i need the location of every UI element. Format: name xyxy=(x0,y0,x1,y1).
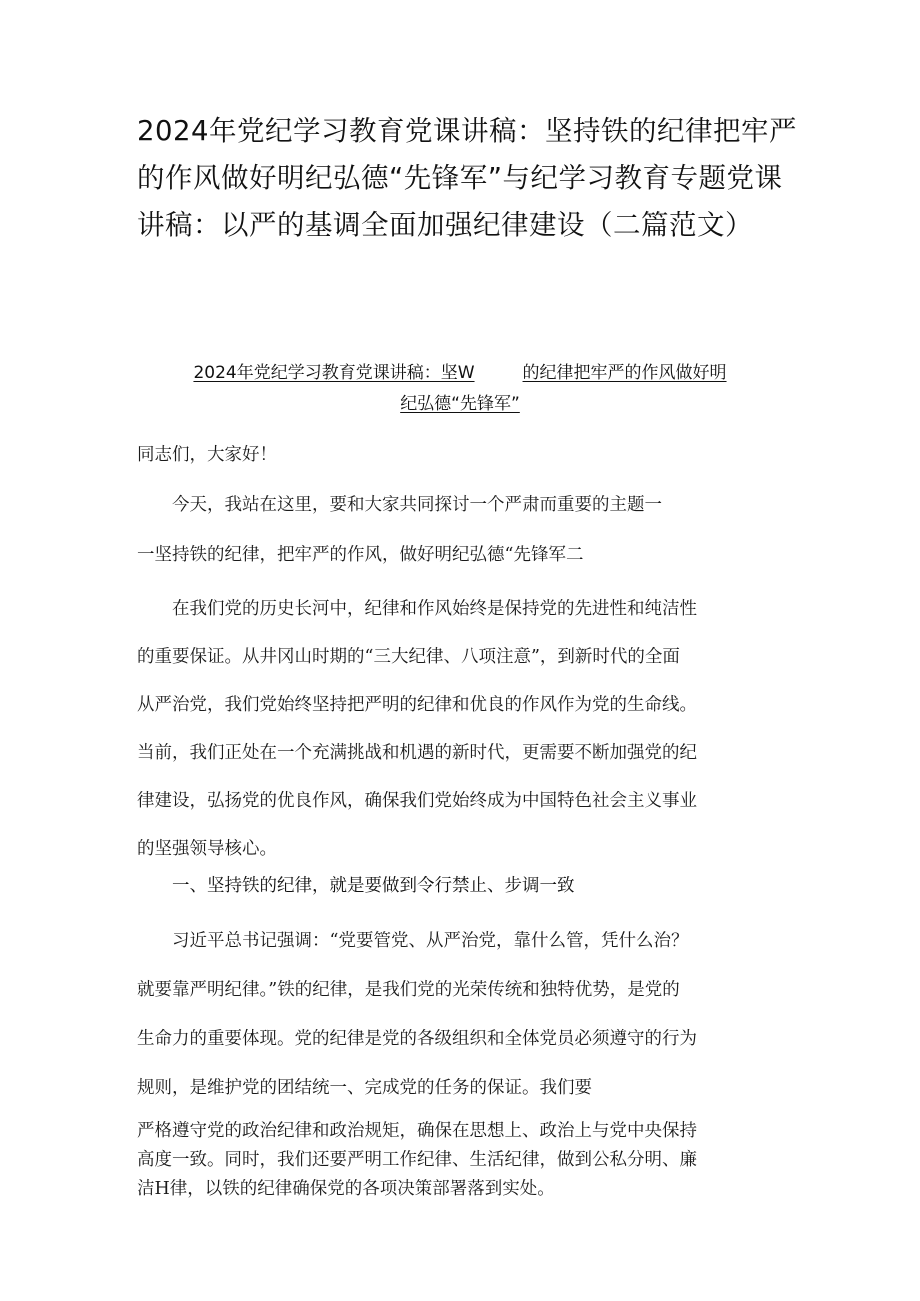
paragraph-line: 生命力的重要体现。党的纪律是党的各级组织和全体党员必须遵守的行为 xyxy=(137,1029,697,1049)
paragraph-line: 就要靠严明纪律。”铁的纪律，是我们党的光荣传统和独特优势，是党的 xyxy=(137,980,680,1000)
paragraph-line: 的重要保证。从井冈山时期的“三大纪律、八项注意”，到新时代的全面 xyxy=(137,647,680,667)
paragraph-line: 严格遵守党的政治纪律和政治规矩，确保在思想上、政治上与党中央保持 xyxy=(137,1121,697,1141)
intro-line-2: 一坚持铁的纪律，把牢严的作风，做好明纪弘德“先锋军二 xyxy=(137,545,584,565)
paragraph-line: 的坚强领导核心。 xyxy=(137,839,277,859)
sub-title-part-1: 2024年党纪学习教育党课讲稿：坚W xyxy=(193,363,475,383)
paragraph-line: 律建设，弘扬党的优良作风，确保我们党始终成为中国特色社会主义事业 xyxy=(137,791,697,811)
sub-title xyxy=(100,358,820,420)
main-title: 2024年党纪学习教育党课讲稿：坚持铁的纪律把牢严的作风做好明纪弘德“先锋军”与纪学习教育专题党课讲稿：以严的基调全面加强纪律建设（二篇范文） xyxy=(137,115,797,241)
history-paragraph xyxy=(137,585,787,873)
sub-title-part-3: 纪弘德“先锋军” xyxy=(400,394,520,414)
paragraph-line: 习近平总书记强调：“党要管党、从严治党，靠什么管，凭什么治？ xyxy=(172,931,689,951)
paragraph-line: 高度一致。同时，我们还要严明工作纪律、生活纪律，做到公私分明、廉 xyxy=(137,1150,697,1170)
paragraph-line: 规则，是维护党的团结统一、完成党的任务的保证。我们要 xyxy=(137,1078,592,1098)
quote-paragraph xyxy=(137,917,787,1113)
final-paragraph xyxy=(137,1117,787,1204)
paragraph-line: 在我们党的历史长河中，纪律和作风始终是保持党的先进性和纯洁性 xyxy=(172,599,697,619)
intro-line-1: 今天，我站在这里，要和大家共同探讨一个严肃而重要的主题一 xyxy=(172,495,662,515)
greeting: 同志们，大家好！ xyxy=(137,445,277,465)
paragraph-line: 从严治党，我们党始终坚持把严明的纪律和优良的作风作为党的生命线。 xyxy=(137,695,697,715)
sub-title-line-1 xyxy=(100,358,820,389)
sub-title-line-2 xyxy=(100,389,820,420)
sub-title-part-2: 的纪律把牢严的作风做好明 xyxy=(522,363,727,383)
section-heading-1: 一、坚持铁的纪律，就是要做到令行禁止、步调一致 xyxy=(172,876,575,896)
paragraph-line: 洁H律，以铁的纪律确保党的各项决策部署落到实处。 xyxy=(137,1179,555,1199)
paragraph-line: 当前，我们正处在一个充满挑战和机遇的新时代，更需要不断加强党的纪 xyxy=(137,743,697,763)
